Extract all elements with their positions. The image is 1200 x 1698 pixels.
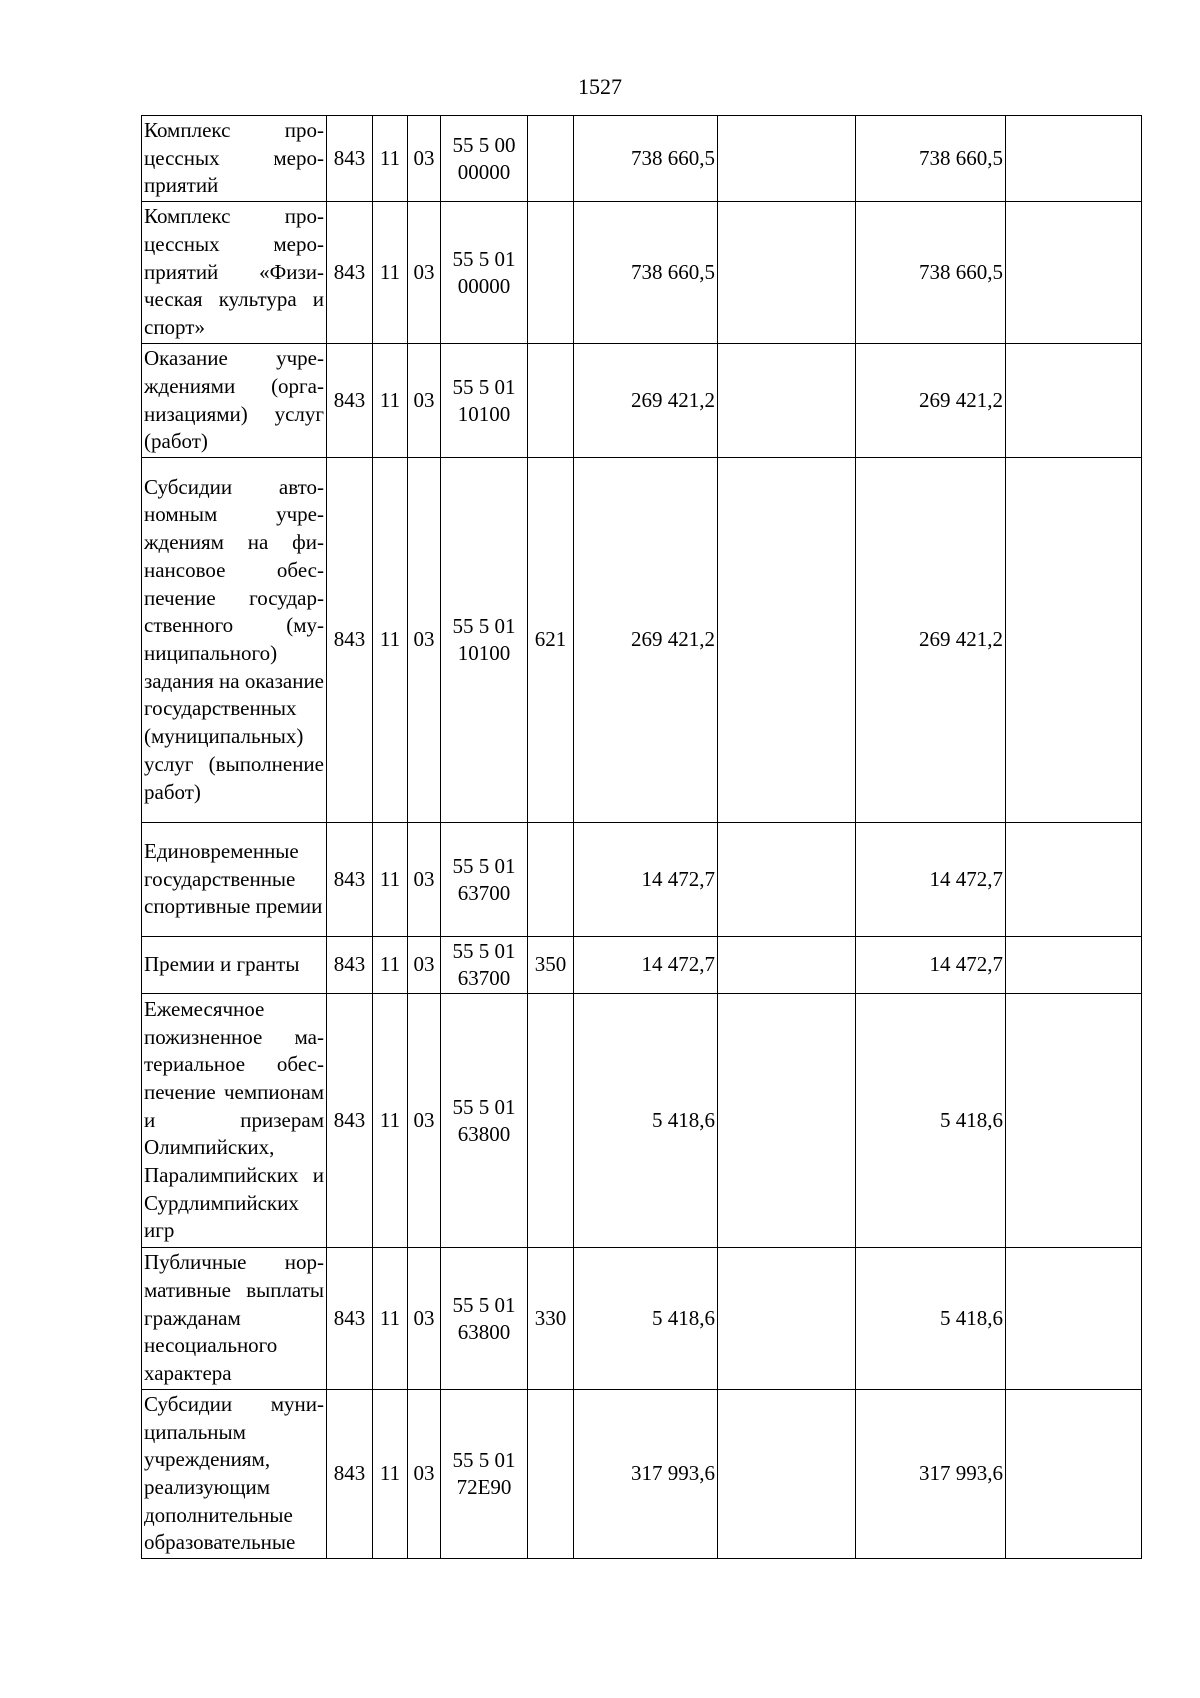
table-row <box>142 823 1142 937</box>
subsection-code: 03 <box>408 1248 441 1390</box>
target-article-code: 55 5 01 63700 <box>441 937 528 994</box>
target-article-code: 55 5 01 10100 <box>441 344 528 458</box>
amount-column-b <box>718 937 856 994</box>
row-name: Единовременные государственные спортивные премии <box>142 823 327 937</box>
target-article-code: 55 5 01 10100 <box>441 458 528 823</box>
amount-column-c: 5 418,6 <box>856 994 1006 1248</box>
ved-code: 843 <box>327 116 373 202</box>
amount-total: 738 660,5 <box>574 202 718 344</box>
expense-type-code: 350 <box>528 937 574 994</box>
table-row <box>142 1390 1142 1559</box>
ved-code: 843 <box>327 1390 373 1559</box>
amount-column-d <box>1006 823 1142 937</box>
target-article-code: 55 5 01 00000 <box>441 202 528 344</box>
expense-type-code <box>528 202 574 344</box>
section-code: 11 <box>373 1390 408 1559</box>
amount-column-b <box>718 344 856 458</box>
ved-code: 843 <box>327 202 373 344</box>
amount-column-b <box>718 994 856 1248</box>
section-code: 11 <box>373 994 408 1248</box>
amount-column-b <box>718 202 856 344</box>
row-name: Ежемесячное пожизненное материальное обеспечение чемпионам и призерам Олимпийских, Паралимпийских и Сурдлимпийских игр <box>142 994 327 1248</box>
row-name: Публичные нормативные выплаты гражданам несоциального характера <box>142 1248 327 1390</box>
expense-type-code <box>528 116 574 202</box>
ved-code: 843 <box>327 823 373 937</box>
row-name: Комплекс процессных мероприятий «Физическая культура и спорт» <box>142 202 327 344</box>
amount-column-d <box>1006 1248 1142 1390</box>
section-code: 11 <box>373 937 408 994</box>
amount-column-d <box>1006 202 1142 344</box>
table-row <box>142 1248 1142 1390</box>
amount-total: 269 421,2 <box>574 458 718 823</box>
amount-column-d <box>1006 1390 1142 1559</box>
amount-column-c: 14 472,7 <box>856 823 1006 937</box>
row-name: Премии и гранты <box>142 937 327 994</box>
amount-column-d <box>1006 458 1142 823</box>
subsection-code: 03 <box>408 937 441 994</box>
ved-code: 843 <box>327 458 373 823</box>
section-code: 11 <box>373 344 408 458</box>
table-row <box>142 344 1142 458</box>
amount-column-c: 269 421,2 <box>856 458 1006 823</box>
row-name: Субсидии автономным учреждениям на финансовое обеспечение государственного (муниципального) задания на оказание государственных (муниципальных) услуг (выполнение работ) <box>142 458 327 823</box>
row-name: Субсидии муниципальным учреждениям, реализующим дополнительные образовательные <box>142 1390 327 1559</box>
amount-total: 5 418,6 <box>574 994 718 1248</box>
ved-code: 843 <box>327 937 373 994</box>
amount-column-d <box>1006 994 1142 1248</box>
subsection-code: 03 <box>408 116 441 202</box>
subsection-code: 03 <box>408 458 441 823</box>
table-row <box>142 937 1142 994</box>
target-article-code: 55 5 01 72E90 <box>441 1390 528 1559</box>
amount-column-c: 738 660,5 <box>856 116 1006 202</box>
amount-total: 269 421,2 <box>574 344 718 458</box>
subsection-code: 03 <box>408 344 441 458</box>
expense-type-code: 621 <box>528 458 574 823</box>
amount-column-c: 317 993,6 <box>856 1390 1006 1559</box>
table-row <box>142 458 1142 823</box>
table-row <box>142 116 1142 202</box>
amount-column-b <box>718 458 856 823</box>
amount-column-b <box>718 1248 856 1390</box>
amount-column-d <box>1006 116 1142 202</box>
expense-type-code <box>528 823 574 937</box>
expense-type-code <box>528 994 574 1248</box>
amount-column-c: 5 418,6 <box>856 1248 1006 1390</box>
budget-table <box>141 115 1142 1559</box>
amount-column-b <box>718 823 856 937</box>
target-article-code: 55 5 01 63800 <box>441 994 528 1248</box>
ved-code: 843 <box>327 1248 373 1390</box>
page-number: 1527 <box>578 74 622 99</box>
row-name: Оказание учреждениями (организациями) услуг (работ) <box>142 344 327 458</box>
subsection-code: 03 <box>408 1390 441 1559</box>
expense-type-code <box>528 1390 574 1559</box>
table-row <box>142 202 1142 344</box>
amount-total: 5 418,6 <box>574 1248 718 1390</box>
amount-column-d <box>1006 937 1142 994</box>
target-article-code: 55 5 01 63800 <box>441 1248 528 1390</box>
amount-column-c: 269 421,2 <box>856 344 1006 458</box>
ved-code: 843 <box>327 994 373 1248</box>
amount-column-b <box>718 1390 856 1559</box>
section-code: 11 <box>373 1248 408 1390</box>
expense-type-code: 330 <box>528 1248 574 1390</box>
subsection-code: 03 <box>408 823 441 937</box>
amount-column-c: 738 660,5 <box>856 202 1006 344</box>
expense-type-code <box>528 344 574 458</box>
table-row <box>142 994 1142 1248</box>
subsection-code: 03 <box>408 202 441 344</box>
section-code: 11 <box>373 823 408 937</box>
subsection-code: 03 <box>408 994 441 1248</box>
target-article-code: 55 5 01 63700 <box>441 823 528 937</box>
amount-total: 14 472,7 <box>574 823 718 937</box>
section-code: 11 <box>373 458 408 823</box>
target-article-code: 55 5 00 00000 <box>441 116 528 202</box>
amount-column-d <box>1006 344 1142 458</box>
amount-total: 317 993,6 <box>574 1390 718 1559</box>
ved-code: 843 <box>327 344 373 458</box>
amount-total: 14 472,7 <box>574 937 718 994</box>
section-code: 11 <box>373 116 408 202</box>
amount-column-b <box>718 116 856 202</box>
amount-column-c: 14 472,7 <box>856 937 1006 994</box>
row-name: Комплекс процессных мероприятий <box>142 116 327 202</box>
amount-total: 738 660,5 <box>574 116 718 202</box>
section-code: 11 <box>373 202 408 344</box>
